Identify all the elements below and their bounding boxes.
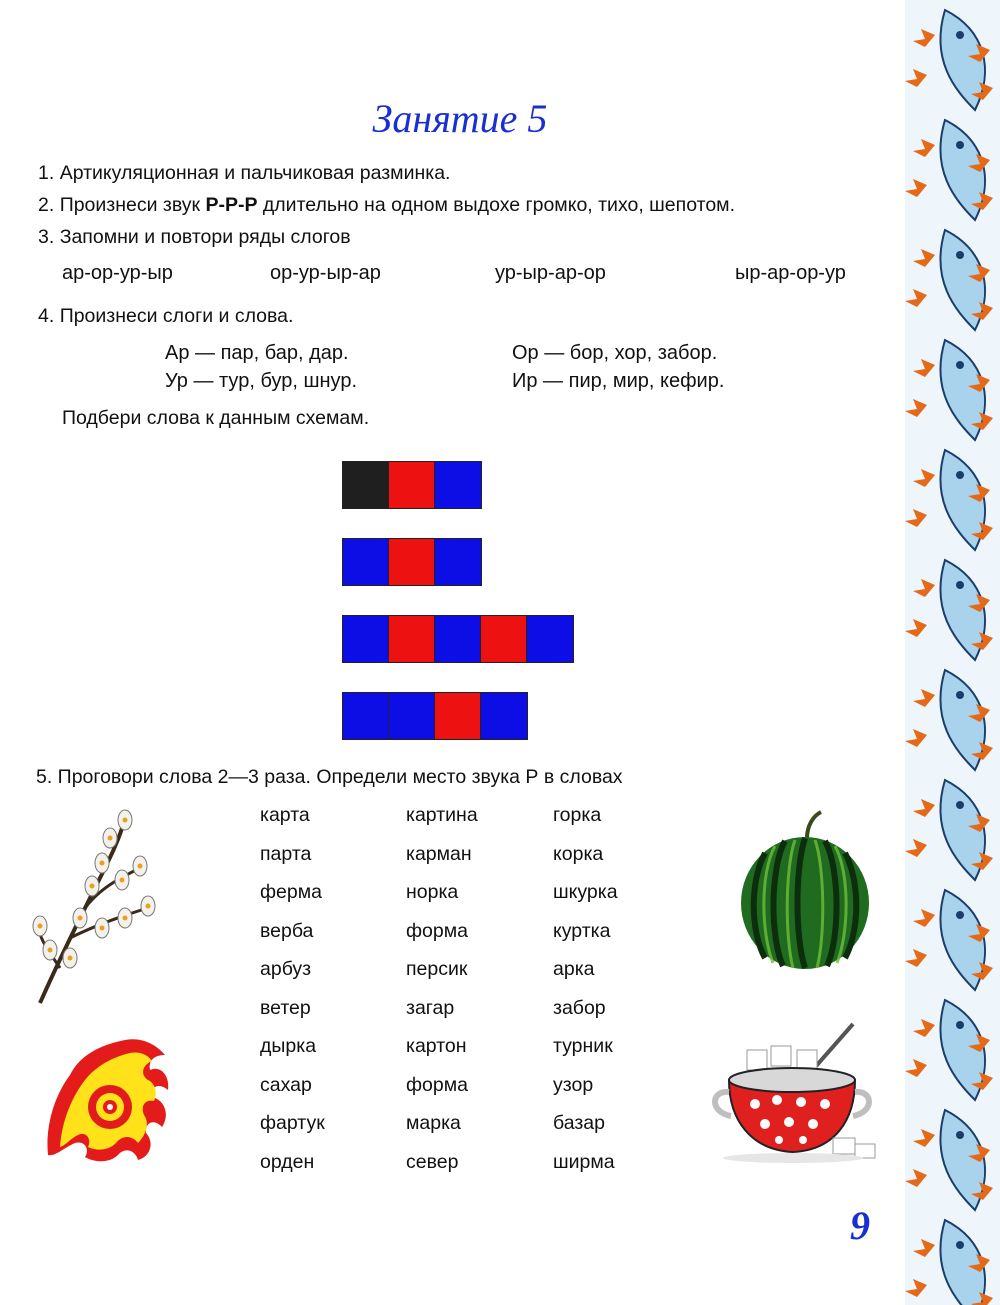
word-item: забор: [553, 996, 606, 1019]
word-item: базар: [553, 1112, 605, 1134]
schemes-prompt: Подбери слова к данным схемам.: [62, 407, 370, 429]
syllable-row: ур-ыр-ар-ор: [495, 262, 606, 284]
word-item: арбуз: [260, 958, 312, 980]
step-1: 1. Артикуляционная и пальчиковая разминка.: [38, 162, 451, 184]
scheme-cell-blue: [343, 539, 389, 585]
word-item: шкурка: [553, 881, 618, 903]
syllable-row: ыр-ар-ор-ур: [735, 262, 846, 284]
word-item: горка: [553, 804, 602, 826]
scheme-cell-blue: [343, 693, 389, 739]
word-item: картон: [406, 1035, 467, 1057]
word-item: ферма: [260, 881, 322, 903]
page-title: Занятие 5: [372, 96, 548, 141]
word-item: север: [406, 1150, 459, 1173]
step-3: 3. Запомни и повтори ряды слогов: [38, 226, 351, 248]
word-item: ветер: [260, 996, 311, 1019]
scheme-cell-blue: [527, 616, 573, 662]
word-line: Ур — тур, бур, шнур.: [165, 370, 358, 392]
sound-scheme-2: [342, 538, 482, 586]
scheme-cell-red: [389, 539, 435, 585]
word-item: сахар: [260, 1073, 312, 1096]
word-item: норка: [406, 881, 459, 903]
word-item: карман: [406, 842, 472, 865]
word-item: персик: [406, 958, 468, 980]
word-item: узор: [553, 1073, 594, 1096]
word-item: картина: [406, 804, 478, 826]
scheme-cell-blue: [343, 616, 389, 662]
sugar-bowl-illustration: [705, 1020, 885, 1165]
word-item: форма: [406, 1073, 468, 1096]
word-item: загар: [406, 996, 455, 1019]
step-5: 5. Проговори слова 2—3 раза. Определи место звука Р в словах: [36, 766, 623, 788]
folk-ornament-illustration: [40, 1035, 175, 1165]
willow-branch-illustration: [30, 808, 170, 1008]
word-item: марка: [406, 1112, 461, 1134]
step-2: 2. Произнеси звук Р-Р-Р длительно на одном выдохе громко, тихо, шепотом.: [38, 194, 736, 216]
scheme-cell-blue: [435, 462, 481, 508]
scheme-cell-blue: [389, 693, 435, 739]
word-item: арка: [553, 958, 595, 980]
sound-scheme-4: [342, 692, 528, 740]
fish-border-decoration: [905, 0, 1000, 1305]
word-item: ширма: [553, 1150, 615, 1173]
scheme-cell-blue: [435, 539, 481, 585]
word-item: дырка: [260, 1035, 317, 1057]
word-item: форма: [406, 919, 468, 942]
word-line: Ир — пир, мир, кефир.: [512, 370, 725, 392]
word-item: куртка: [553, 919, 611, 942]
syllable-row: ар-ор-ур-ыр: [62, 262, 173, 284]
word-item: фартук: [260, 1112, 325, 1134]
sound-scheme-1: [342, 461, 482, 509]
syllable-row: ор-ур-ыр-ар: [270, 262, 381, 284]
word-item: корка: [553, 842, 604, 865]
word-item: верба: [260, 919, 314, 942]
sound-scheme-3: [342, 615, 574, 663]
word-item: парта: [260, 842, 312, 865]
scheme-cell-red: [435, 693, 481, 739]
step-4: 4. Произнеси слоги и слова.: [38, 305, 294, 327]
word-item: карта: [260, 804, 310, 826]
word-item: турник: [553, 1035, 613, 1057]
scheme-cell-red: [389, 462, 435, 508]
scheme-cell-black: [343, 462, 389, 508]
word-line: Ор — бор, хор, забор.: [512, 342, 718, 364]
page-number: 9: [850, 1203, 870, 1248]
word-line: Ар — пар, бар, дар.: [165, 342, 349, 364]
scheme-cell-red: [389, 616, 435, 662]
watermelon-illustration: [735, 808, 875, 970]
word-item: орден: [260, 1150, 315, 1173]
scheme-cell-red: [481, 616, 527, 662]
scheme-cell-blue: [435, 616, 481, 662]
scheme-cell-blue: [481, 693, 527, 739]
